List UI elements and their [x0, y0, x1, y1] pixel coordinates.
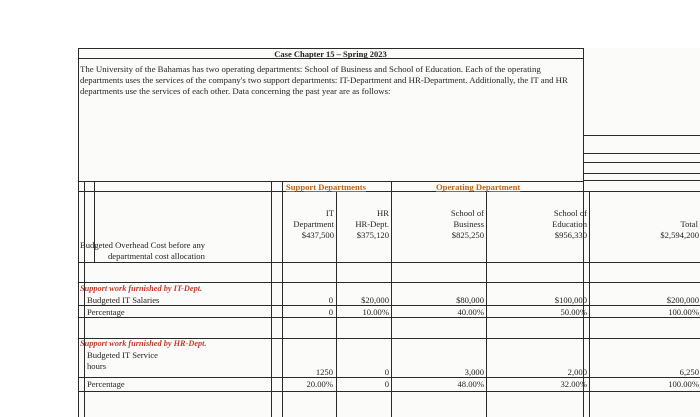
- intro-paragraph: The University of the Bahamas has two operating departments: School of Business and School of Education. Each of the operating departments uses the services of the company's two support departments: IT-Department and HR-Department. Additionally, the IT and HR departments use the services of each other. Data concerning the past year are as follows:: [80, 64, 568, 96]
- col-header-education-sub: Education: [552, 219, 587, 229]
- it-row1-hr: $20,000: [361, 295, 389, 305]
- right-grid-line: [583, 135, 700, 136]
- hr-section-heading: Support work furnished by HR-Dept.: [80, 339, 207, 348]
- right-grid-line: [583, 173, 700, 174]
- col-header-it: IT: [325, 208, 334, 218]
- it-row1-it: 0: [328, 295, 333, 305]
- hr-label-a: Budgeted IT Service: [87, 350, 158, 360]
- right-grid-line: [583, 153, 700, 154]
- it-row2-business: 40.00%: [457, 307, 484, 317]
- col-line: [84, 181, 85, 417]
- hr-row2-business: 48.00%: [457, 379, 484, 389]
- budget-it: $437,500: [301, 230, 334, 240]
- col-header-business: School of: [450, 208, 484, 218]
- row-line: [78, 282, 700, 283]
- hr-row2-label: Percentage: [87, 379, 125, 389]
- right-grid-line: [583, 180, 700, 181]
- hr-row2-education: 32.00%: [560, 379, 587, 389]
- col-header-it-sub: Department: [293, 219, 334, 229]
- it-row2-education: 50.00%: [560, 307, 587, 317]
- col-line: [271, 181, 272, 417]
- it-section-heading: Support work furnished by IT-Dept.: [80, 284, 203, 293]
- hr-row1-hr: 0: [384, 367, 389, 377]
- budget-hr: $375,120: [356, 230, 389, 240]
- budget-bottom-line: [78, 262, 700, 263]
- operating-department-header: Operating Department: [436, 182, 521, 192]
- budget-education: $956,330: [554, 230, 587, 240]
- case-title: Case Chapter 15 – Spring 2023: [274, 49, 387, 59]
- col-header-business-sub: Business: [453, 219, 484, 229]
- col-header-education: School of: [553, 208, 587, 218]
- hr-row2-hr: 0: [384, 379, 389, 389]
- header-line: [78, 191, 700, 192]
- hr-row2-total: 100.00%: [668, 379, 699, 389]
- hr-row1-it: 1250: [315, 367, 333, 377]
- it-row1-label: Budgeted IT Salaries: [87, 295, 160, 305]
- col-header-hr-sub: HR-Dept.: [355, 219, 389, 229]
- budget-total: $2,594,200: [660, 230, 699, 240]
- budget-label: Budgeted Overhead Cost before any: [80, 240, 206, 250]
- row-line: [78, 317, 700, 318]
- right-grid-line: [583, 162, 700, 163]
- row-line: [78, 391, 700, 392]
- it-row1-education: $100,000: [554, 295, 587, 305]
- it-row2-hr: 10.00%: [362, 307, 389, 317]
- hr-row1-education: 2,000: [567, 367, 587, 377]
- row-line: [78, 305, 700, 306]
- it-row2-total: 100.00%: [668, 307, 699, 317]
- row-line: [78, 377, 700, 378]
- hr-label-b: hours: [87, 361, 107, 371]
- budget-business: $825,250: [451, 230, 484, 240]
- hr-row1-total: 6,250: [679, 367, 699, 377]
- frame-left-border: [78, 48, 79, 417]
- budget-label-sub: departmental cost allocation: [108, 251, 205, 261]
- it-row1-total: $200,000: [666, 295, 699, 305]
- col-header-hr: HR: [377, 208, 389, 218]
- support-departments-header: Support Departments: [286, 182, 366, 192]
- hr-row1-business: 3,000: [464, 367, 484, 377]
- col-header-total: Total: [680, 219, 698, 229]
- it-row2-it: 0: [328, 307, 333, 317]
- it-row1-business: $80,000: [456, 295, 484, 305]
- hr-row2-it: 20.00%: [306, 379, 333, 389]
- it-row2-label: Percentage: [87, 307, 125, 317]
